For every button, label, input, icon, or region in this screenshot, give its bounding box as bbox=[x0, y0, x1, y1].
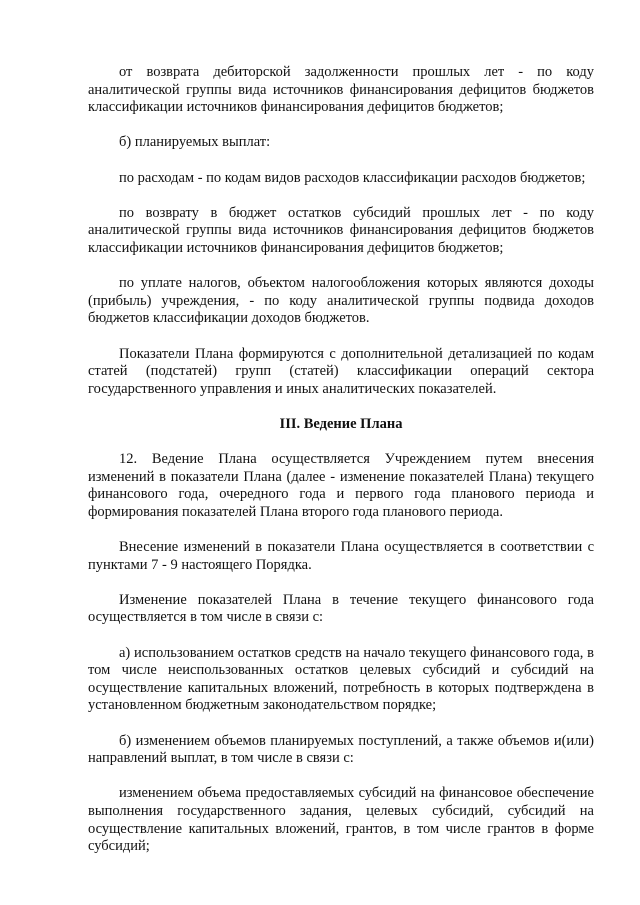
paragraph-changes-reasons: Изменение показателей Плана в течение текущего финансового года осуществляется в том числе в связи с: bbox=[88, 591, 594, 626]
paragraph-changes-procedure: Внесение изменений в показатели Плана осуществляется в соответствии с пунктами 7 - 9 настоящего Порядка. bbox=[88, 539, 594, 573]
paragraph-receivables-return: от возврата дебиторской задолженности прошлых лет - по коду аналитической группы вида источников финансирования дефицитов бюджетов классификации источников финансирования дефицитов бюджетов; bbox=[88, 64, 594, 116]
paragraph-subsidy-return: по возврату в бюджет остатков субсидий прошлых лет - по коду аналитической группы вида источников финансирования дефицитов бюджетов классификации источников финансирования дефицитов бюджетов; bbox=[88, 204, 594, 256]
paragraph-reason-a: а) использованием остатков средств на начало текущего финансового года, в том числе неиспользованных остатков целевых субсидий и субсидий на осуществление капитальных вложений, потребность в которых подтверждена в установленном бюджетным законодательством порядке; bbox=[88, 644, 594, 714]
section-heading: III. Ведение Плана bbox=[279, 415, 403, 432]
paragraph-item-12: 12. Ведение Плана осуществляется Учреждением путем внесения изменений в показатели Плана (далее - изменение показателей Плана) текущего финансового года, очередного года и первого года планового периода и формирования показателей Плана второго года планового периода. bbox=[88, 451, 594, 520]
paragraph-plan-indicators: Показатели Плана формируются с дополнительной детализацией по кодам статей (подстатей) групп (статей) классификации операций сектора государственного управления и иных аналитических показателей. bbox=[88, 345, 594, 397]
paragraph-tax-payment: по уплате налогов, объектом налогообложения которых являются доходы (прибыль) учреждения, - по коду аналитической группы подвида доходов бюджетов классификации доходов бюджетов. bbox=[88, 275, 594, 327]
paragraph-reason-b: б) изменением объемов планируемых поступлений, а также объемов и(или) направлений выплат, в том числе в связи с: bbox=[88, 732, 594, 767]
paragraph-planned-payments: б) планируемых выплат: bbox=[119, 134, 271, 151]
paragraph-expenses: по расходам - по кодам видов расходов классификации расходов бюджетов; bbox=[119, 169, 586, 186]
paragraph-subsidy-changes: изменением объема предоставляемых субсидий на финансовое обеспечение выполнения государственного задания, целевых субсидий, субсидий на осуществление капитальных вложений, грантов, в том числе грантов в форме субсидий; bbox=[88, 785, 594, 855]
